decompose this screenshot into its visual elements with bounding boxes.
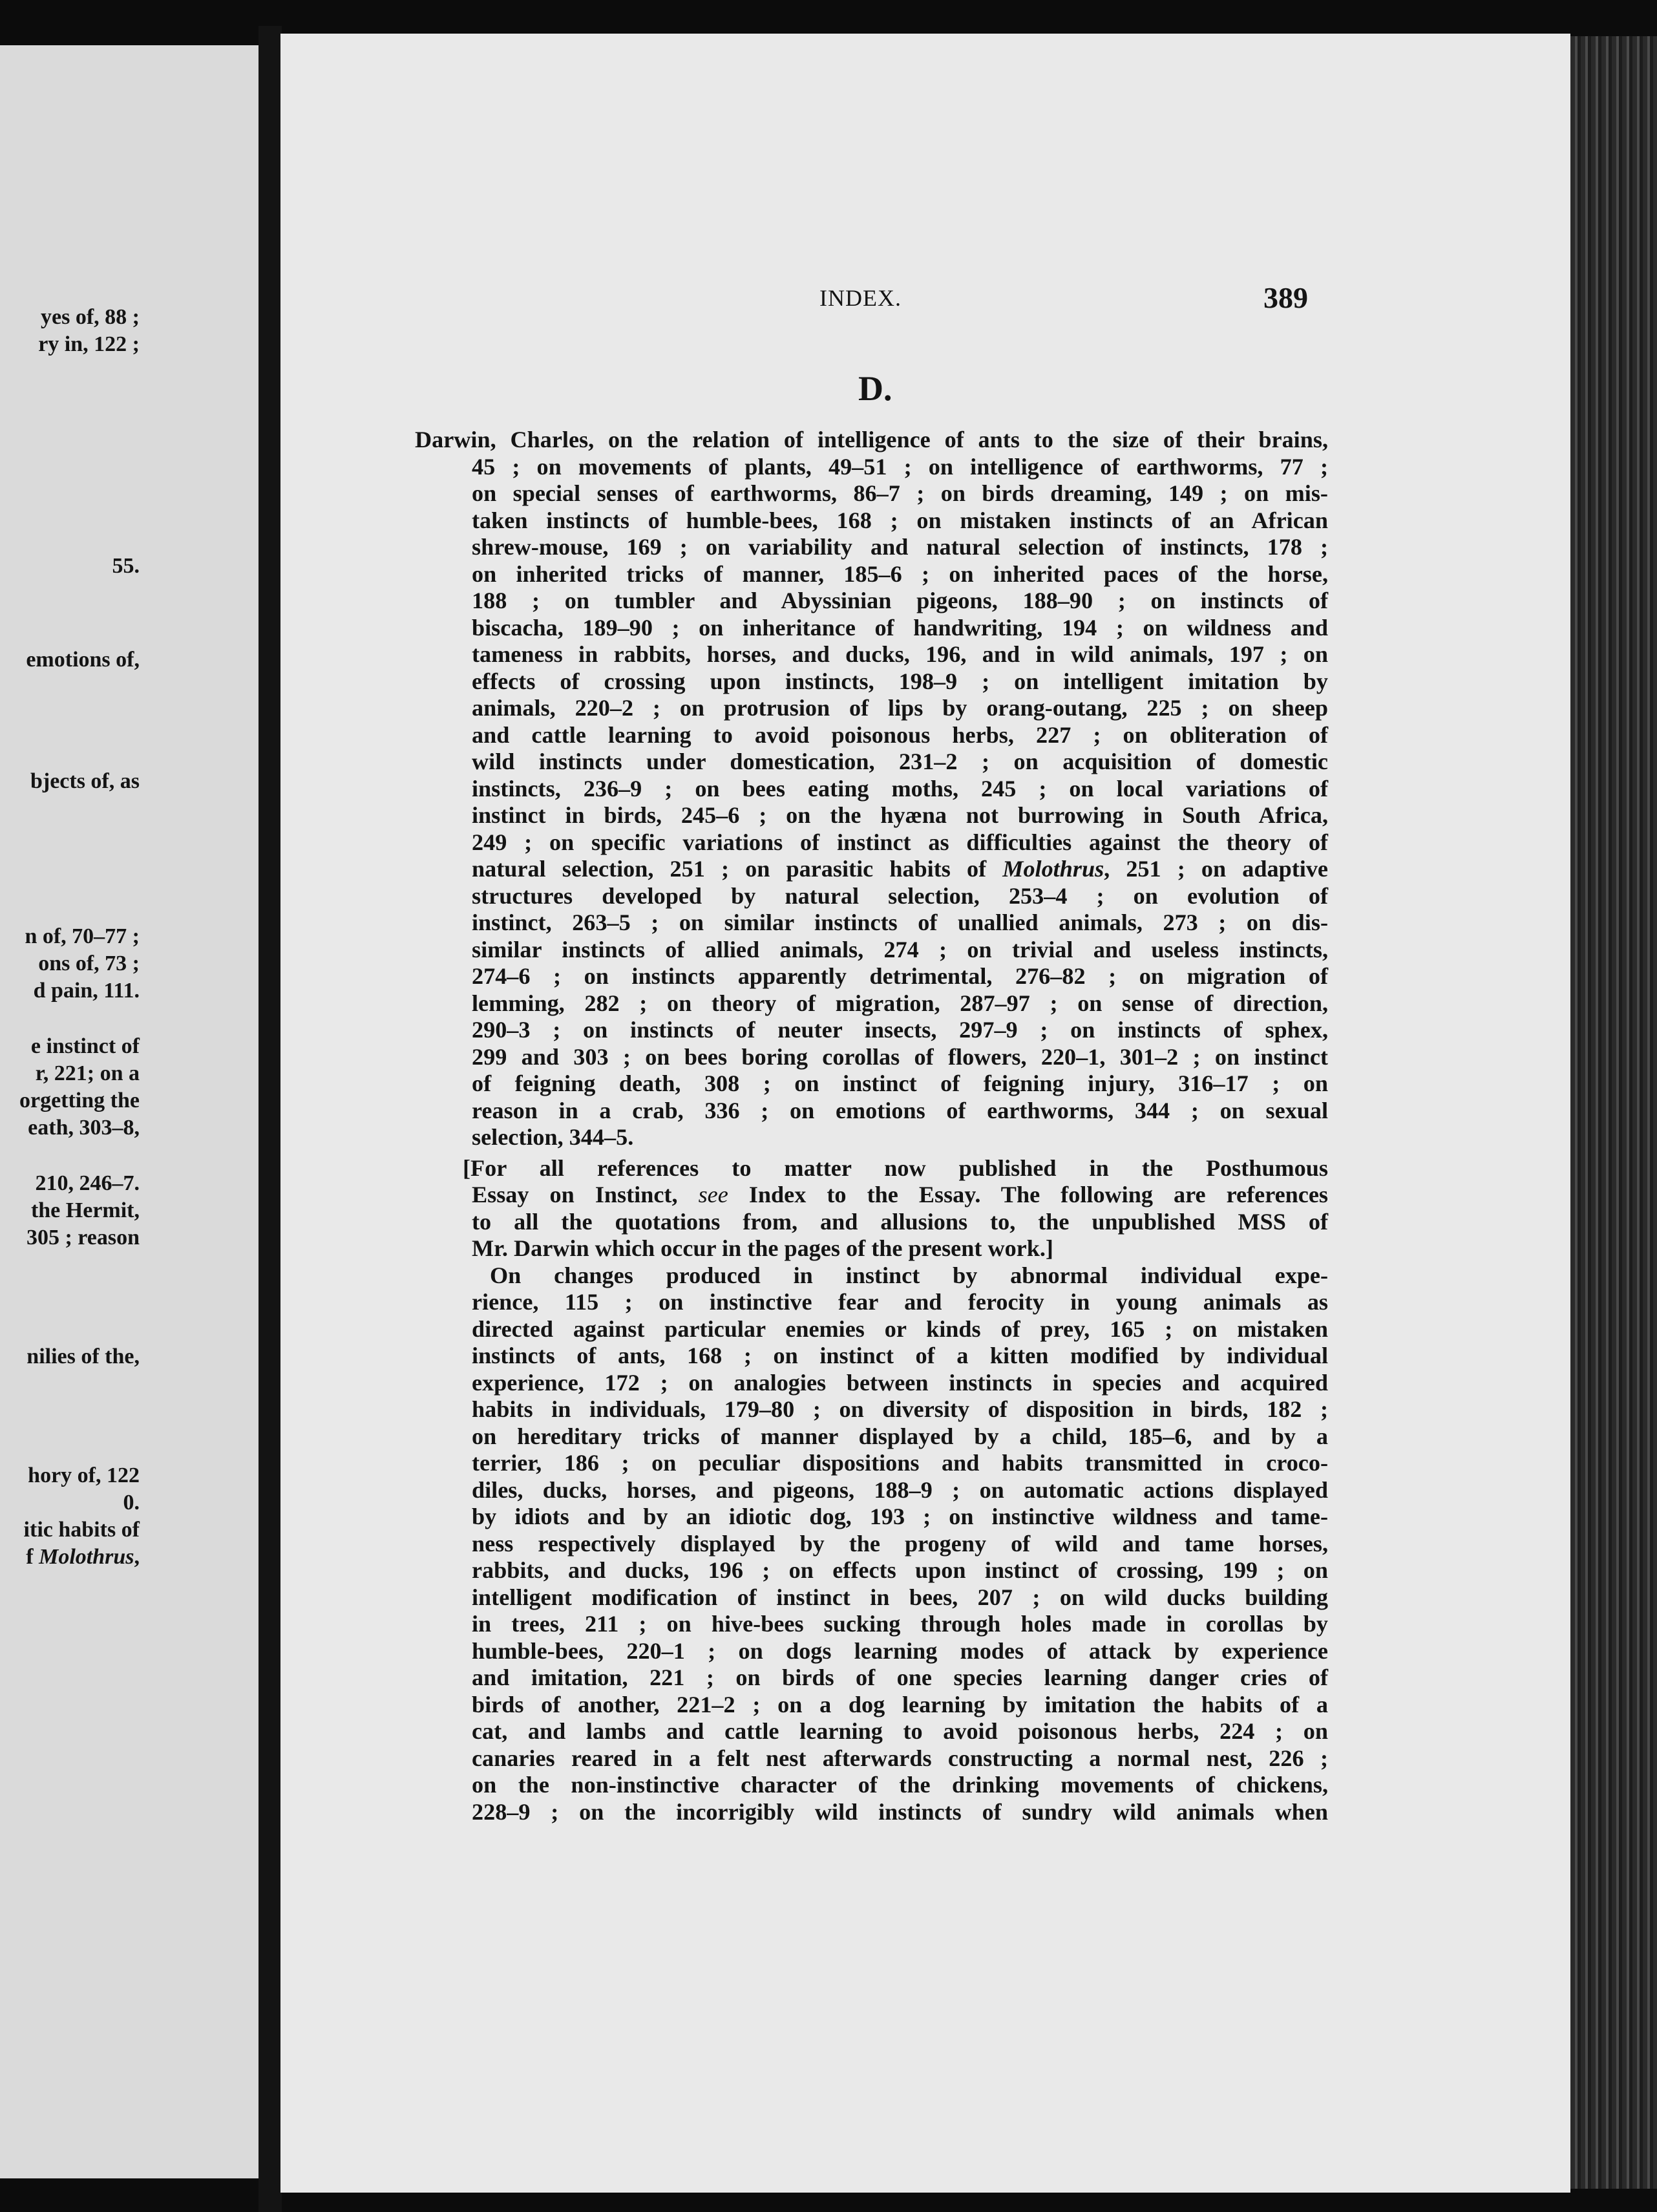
left-page-line: emotions of, <box>26 648 140 672</box>
left-page-line: the Hermit, <box>30 1198 140 1222</box>
changes-line: rabbits, and ducks, 196 ; on effects upon instinct of crossing, 199 ; on <box>472 1557 1328 1583</box>
entry-line: effects of crossing upon instincts, 198–9 ; on intelligent imitation by <box>472 668 1328 694</box>
note-line: Essay on Instinct, see Index to the Essay. The following are references <box>472 1182 1328 1207</box>
changes-line: 228–9 ; on the incorrigibly wild instincts of sundry wild animals when <box>472 1798 1328 1825</box>
entry-line: natural selection, 251 ; on parasitic habits of Molothrus, 251 ; on adaptive <box>472 856 1328 882</box>
note-line: Mr. Darwin which occur in the pages of the present work.] <box>472 1235 1053 1261</box>
note-line: to all the quotations from, and allusions to, the unpublished MSS of <box>472 1208 1328 1235</box>
left-page-line: ons of, 73 ; <box>38 952 140 975</box>
left-page-line: ry in, 122 ; <box>38 332 140 356</box>
changes-line: terrier, 186 ; on peculiar dispositions and habits transmitted in croco- <box>472 1450 1328 1476</box>
darwin-entry <box>415 427 1328 1151</box>
entry-line: lemming, 282 ; on theory of migration, 287–97 ; on sense of direction, <box>472 990 1328 1016</box>
entry-line: 299 and 303 ; on bees boring corollas of flowers, 220–1, 301–2 ; on instinct <box>472 1043 1328 1070</box>
entry-line: of feigning death, 308 ; on instinct of feigning injury, 316–17 ; on <box>472 1070 1328 1096</box>
left-page-line: f Molothrus, <box>26 1545 140 1569</box>
changes-line: directed against particular enemies or kinds of prey, 165 ; on mistaken <box>472 1315 1328 1342</box>
changes-line: on hereditary tricks of manner displayed by a child, 185–6, and by a <box>472 1423 1328 1449</box>
left-page-line: itic habits of <box>23 1518 140 1542</box>
entry-line: taken instincts of humble-bees, 168 ; on mistaken instincts of an African <box>472 507 1328 533</box>
changes-line: intelligent modification of instinct in bees, 207 ; on wild ducks building <box>472 1584 1328 1610</box>
left-page-line: nilies of the, <box>26 1345 140 1368</box>
entry-line: shrew-mouse, 169 ; on variability and natural selection of instincts, 178 ; <box>472 534 1328 560</box>
entry-line: 188 ; on tumbler and Abyssinian pigeons, 188–90 ; on instincts of <box>472 588 1328 613</box>
changes-line: cat, and lambs and cattle learning to avoid poisonous herbs, 224 ; on <box>472 1718 1328 1744</box>
entry-line: wild instincts under domestication, 231–2 ; on acquisition of domestic <box>472 749 1328 774</box>
book-gutter <box>259 26 282 2212</box>
left-page-line: bjects of, as <box>30 769 140 793</box>
entry-line: biscacha, 189–90 ; on inheritance of handwriting, 194 ; on wildness and <box>472 614 1328 641</box>
changes-line: by idiots and by an idiotic dog, 193 ; on instinctive wildness and tame- <box>472 1504 1328 1529</box>
section-letter: D. <box>858 369 892 408</box>
left-page-line: r, 221; on a <box>35 1061 140 1085</box>
entry-line: on inherited tricks of manner, 185–6 ; on inherited paces of the horse, <box>472 560 1328 587</box>
note-line: [For all references to matter now published in the Posthumous <box>463 1154 1328 1181</box>
changes-line: canaries reared in a felt nest afterwards constructing a normal nest, 226 ; <box>472 1745 1328 1771</box>
entry-line: 274–6 ; on instincts apparently detrimental, 276–82 ; on migration of <box>472 963 1328 989</box>
entry-line: reason in a crab, 336 ; on emotions of earthworms, 344 ; on sexual <box>472 1097 1328 1123</box>
left-page-line: 210, 246–7. <box>35 1171 140 1195</box>
entry-line: similar instincts of allied animals, 274 ; on trivial and useless instincts, <box>472 936 1328 962</box>
changes-line: and imitation, 221 ; on birds of one species learning danger cries of <box>472 1664 1328 1690</box>
page-number: 389 <box>1263 281 1308 314</box>
changes-paragraph <box>420 1262 1328 1826</box>
changes-line: On changes produced in instinct by abnormal individual expe- <box>490 1262 1328 1288</box>
left-page-line: yes of, 88 ; <box>41 305 140 329</box>
entry-line: on special senses of earthworms, 86–7 ; on birds dreaming, 149 ; on mis- <box>472 480 1328 506</box>
changes-line: rience, 115 ; on instinctive fear and ferocity in young animals as <box>472 1289 1328 1315</box>
left-page-line: hory of, 122 <box>28 1463 140 1487</box>
changes-line: ness respectively displayed by the progeny of wild and tame horses, <box>472 1530 1328 1557</box>
entry-line: Darwin, Charles, on the relation of intelligence of ants to the size of their brains, <box>415 427 1328 452</box>
changes-line: habits in individuals, 179–80 ; on diversity of disposition in birds, 182 ; <box>472 1396 1328 1422</box>
changes-line: in trees, 211 ; on hive-bees sucking through holes made in corollas by <box>472 1611 1328 1637</box>
entry-line: animals, 220–2 ; on protrusion of lips by orang-outang, 225 ; on sheep <box>472 695 1328 721</box>
left-page-line: e instinct of <box>30 1034 140 1058</box>
entry-line: instinct in birds, 245–6 ; on the hyæna not burrowing in South Africa, <box>472 802 1328 828</box>
changes-line: instincts of ants, 168 ; on instinct of a kitten modified by individual <box>472 1343 1328 1368</box>
editorial-note <box>420 1155 1328 1262</box>
page-edges <box>1570 36 1657 2189</box>
facing-left-page <box>0 45 259 2178</box>
left-page-line: n of, 70–77 ; <box>25 924 140 948</box>
entry-line: 290–3 ; on instincts of neuter insects, 297–9 ; on instincts of sphex, <box>472 1017 1328 1043</box>
left-page-line: 0. <box>123 1491 140 1515</box>
left-page-line: d pain, 111. <box>33 979 140 1003</box>
left-page-line: 305 ; reason <box>26 1226 140 1250</box>
index-text <box>415 427 1328 1825</box>
entry-line: instincts, 236–9 ; on bees eating moths, 245 ; on local variations of <box>472 775 1328 802</box>
entry-line: tameness in rabbits, horses, and ducks, 196, and in wild animals, 197 ; on <box>472 641 1328 667</box>
left-page-line: orgetting the <box>19 1089 140 1112</box>
changes-line: humble-bees, 220–1 ; on dogs learning modes of attack by experience <box>472 1637 1328 1664</box>
entry-line: instinct, 263–5 ; on similar instincts of unallied animals, 273 ; on dis- <box>472 909 1328 935</box>
entry-line: selection, 344–5. <box>472 1124 634 1150</box>
entry-line: and cattle learning to avoid poisonous herbs, 227 ; on obliteration of <box>472 721 1328 748</box>
entry-line: 249 ; on specific variations of instinct as difficulties against the theory of <box>472 829 1328 855</box>
entry-line: structures developed by natural selection, 253–4 ; on evolution of <box>472 882 1328 909</box>
entry-line: 45 ; on movements of plants, 49–51 ; on intelligence of earthworms, 77 ; <box>472 453 1328 480</box>
left-page-line: 55. <box>112 554 140 578</box>
changes-line: diles, ducks, horses, and pigeons, 188–9 ; on automatic actions displayed <box>472 1476 1328 1503</box>
left-page-line: eath, 303–8, <box>28 1116 140 1140</box>
changes-line: on the non-instinctive character of the drinking movements of chickens, <box>472 1772 1328 1798</box>
running-head: INDEX. <box>819 285 902 311</box>
changes-line: birds of another, 221–2 ; on a dog learning by imitation the habits of a <box>472 1691 1328 1717</box>
changes-line: experience, 172 ; on analogies between instincts in species and acquired <box>472 1369 1328 1396</box>
